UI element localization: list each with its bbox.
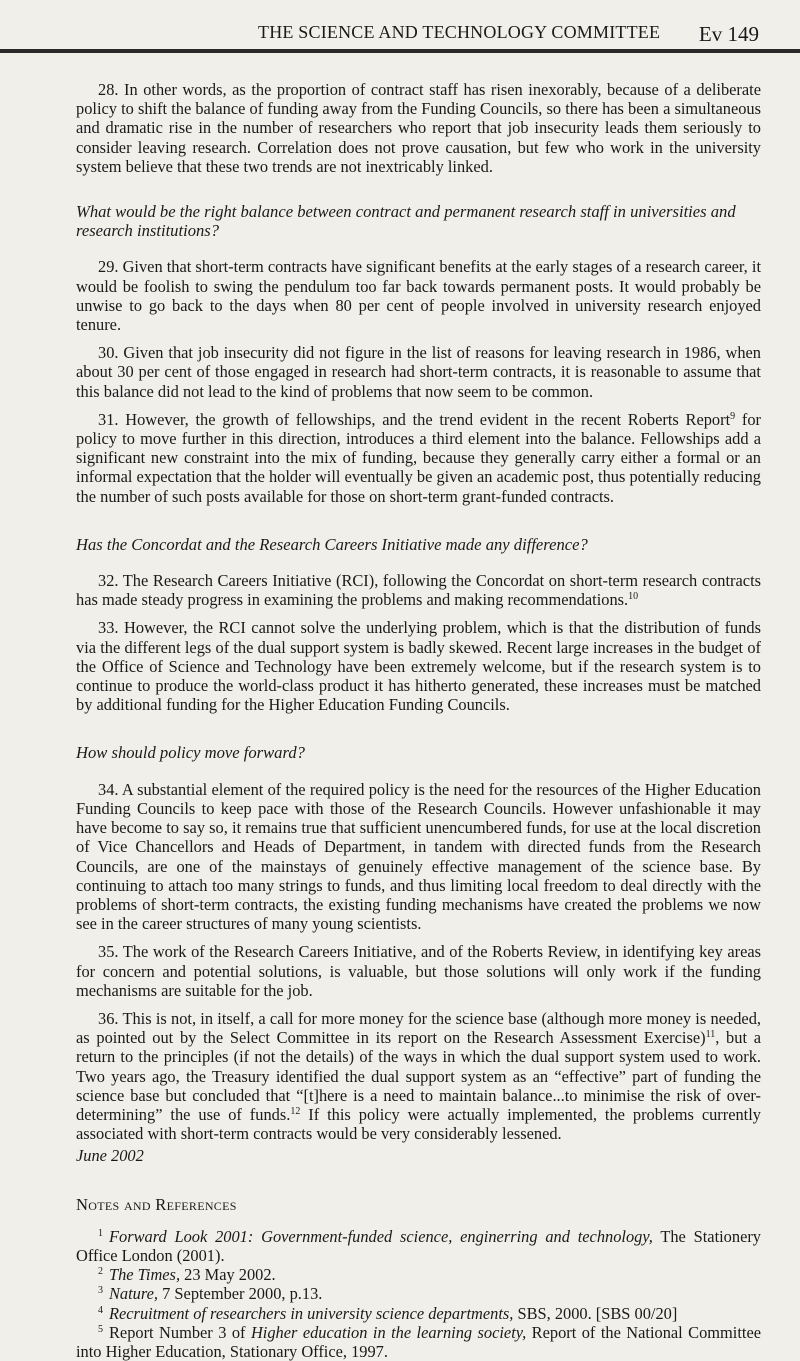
note-item (76, 1284, 761, 1303)
notes-heading-initial-n: N (76, 1194, 89, 1214)
note-details: 7 September 2000, p.13. (158, 1284, 323, 1304)
notes-heading (76, 1195, 761, 1214)
footnote-ref-12: 12 (290, 1105, 301, 1117)
paragraph-35: 35. The work of the Research Careers Initiative, and of the Roberts Review, in identifying key areas for concern and potential solutions, is valuable, but those solutions will only work if the funding mechanisms are suitable for the job. (76, 942, 761, 1000)
note-item (76, 1227, 761, 1265)
note-title: Recruitment of researchers in university science departments, (109, 1303, 514, 1323)
note-details: SBS, 2000. [SBS 00/20] (513, 1303, 678, 1323)
note-item (76, 1265, 761, 1284)
paragraph-36 (76, 1009, 761, 1143)
header-rule (0, 49, 800, 53)
note-title: Nature, (109, 1284, 159, 1304)
paragraph-32 (76, 571, 761, 609)
notes-heading-initial-r: R (155, 1194, 167, 1214)
section-heading-balance: What would be the right balance between contract and permanent research staff in universities and research institutions? (76, 202, 736, 241)
note-details: Report of the National Committee into Higher Education, Stationary Office, 1997. (76, 1322, 761, 1361)
note-item (76, 1323, 761, 1361)
paragraph-36-text-c: If this policy were actually implemented, the problems currently associated with short-term contracts would be very considerably lessened. (76, 1104, 761, 1144)
document-date: June 2002 (76, 1146, 144, 1166)
footnote-ref-11: 11 (705, 1029, 716, 1041)
notes-heading-part-2: eferences (166, 1194, 237, 1214)
note-number: 3 (98, 1285, 103, 1297)
footnote-ref-10: 10 (628, 591, 639, 603)
paragraph-32-text: 32. The Research Careers Initiative (RCI), following the Concordat on short-term research contracts has made steady progress in examining the problems and making recommendations. (76, 571, 761, 610)
paragraph-28: 28. In other words, as the proportion of contract staff has risen inexorably, because of a deliberate policy to shift the balance of funding away from the Funding Councils, so there has been a simultaneous and dramatic rise in the number of researchers who report that job insecurity leads them seriously to consider leaving research. Correlation does not prove causation, but few who work in the university system believe that these two trends are not inextricably linked. (76, 80, 761, 176)
note-details: The Stationery Office London (2001). (76, 1226, 761, 1265)
note-number: 1 (98, 1227, 103, 1239)
running-header (0, 22, 800, 48)
section-heading-concordat: Has the Concordat and the Research Careers Initiative made any difference? (76, 534, 588, 554)
note-prefix: Report Number 3 of (109, 1322, 251, 1342)
notes-heading-part-1: otes and (88, 1194, 156, 1214)
note-title: Forward Look 2001: Government-funded science, enginerring and technology, (109, 1226, 653, 1246)
paragraph-29: 29. Given that short-term contracts have significant benefits at the early stages of a research career, it would be foolish to swing the pendulum too far back towards permanent posts. It would probably be unwise to go back to the days when 80 per cent of people involved in university research enjoyed tenure. (76, 257, 761, 335)
note-number: 5 (98, 1323, 103, 1335)
paragraph-36-text-a: 36. This is not, in itself, a call for more money for the science base (although more money is needed, as pointed out by the Select Committee in its report on the Research Assessment Exercise) (76, 1008, 761, 1048)
paragraph-31-text-a: 31. However, the growth of fellowships, and the trend evident in the recent Roberts Report (98, 409, 731, 429)
paragraph-31 (76, 410, 761, 506)
note-item (76, 1304, 761, 1323)
note-title: The Times, (109, 1265, 181, 1285)
note-title: Higher education in the learning society, (250, 1322, 527, 1342)
paragraph-33: 33. However, the RCI cannot solve the underlying problem, which is that the distribution of funds via the different legs of the dual support system is badly skewed. Recent large increases in the budget of the Office of Science and Technology have been extremely welcome, but if the research system is to continue to produce the world-class product it has hitherto generated, these increases must be matched by additional funding for the Higher Education Funding Councils. (76, 618, 761, 715)
footnote-ref-9: 9 (730, 410, 736, 422)
note-number: 2 (98, 1266, 103, 1278)
paragraph-31-text-b: for policy to move further in this direction, introduces a third element into the balance. Fellowships add a significant new constraint into the mix of funding, because they generally carry either a formal or an informal expectation that the holder will eventually be given an academic post, thus potentially reducing the number of such posts available for those on short-term grant-funded contracts. (76, 409, 762, 506)
page-number: Ev 149 (698, 22, 759, 46)
note-number: 4 (98, 1304, 103, 1316)
running-title: THE SCIENCE AND TECHNOLOGY COMMITTEE (258, 22, 661, 42)
paragraph-30: 30. Given that job insecurity did not figure in the list of reasons for leaving research in 1986, when about 30 per cent of those engaged in research had short-term contracts, it is reasonable to assume that this balance did not lead to the kind of problems that now seem to be common. (76, 343, 761, 401)
section-heading-forward: How should policy move forward? (76, 743, 305, 763)
body-text (76, 80, 761, 1361)
paragraph-34: 34. A substantial element of the required policy is the need for the resources of the Higher Education Funding Councils to keep pace with those of the Research Councils. However unfashionable it may have become to say so, it remains true that sufficient unencumbered funds, for use at the local discretion of Vice Chancellors and Heads of Department, in tandem with directed funds from the Research Councils, are one of the mainstays of genuinely effective management of the science base. By continuing to attach too many strings to funds, and thus limiting local freedom to deal directly with the problems of short-term contracts, the existing funding mechanisms have created the problems we now see in the career structures of many young scientists. (76, 779, 761, 934)
note-details: 23 May 2002. (180, 1265, 276, 1285)
paragraph-36-text-b: , but a return to the principles (if not the details) of the ways in which the dual support system used to work. Two years ago, the Treasury identified the dual support system as an “effective” part of funding the science base but concluded that “[t]here is a need to maintain balance...to minimise the risk of over-determining” the use of funds. (76, 1028, 762, 1124)
